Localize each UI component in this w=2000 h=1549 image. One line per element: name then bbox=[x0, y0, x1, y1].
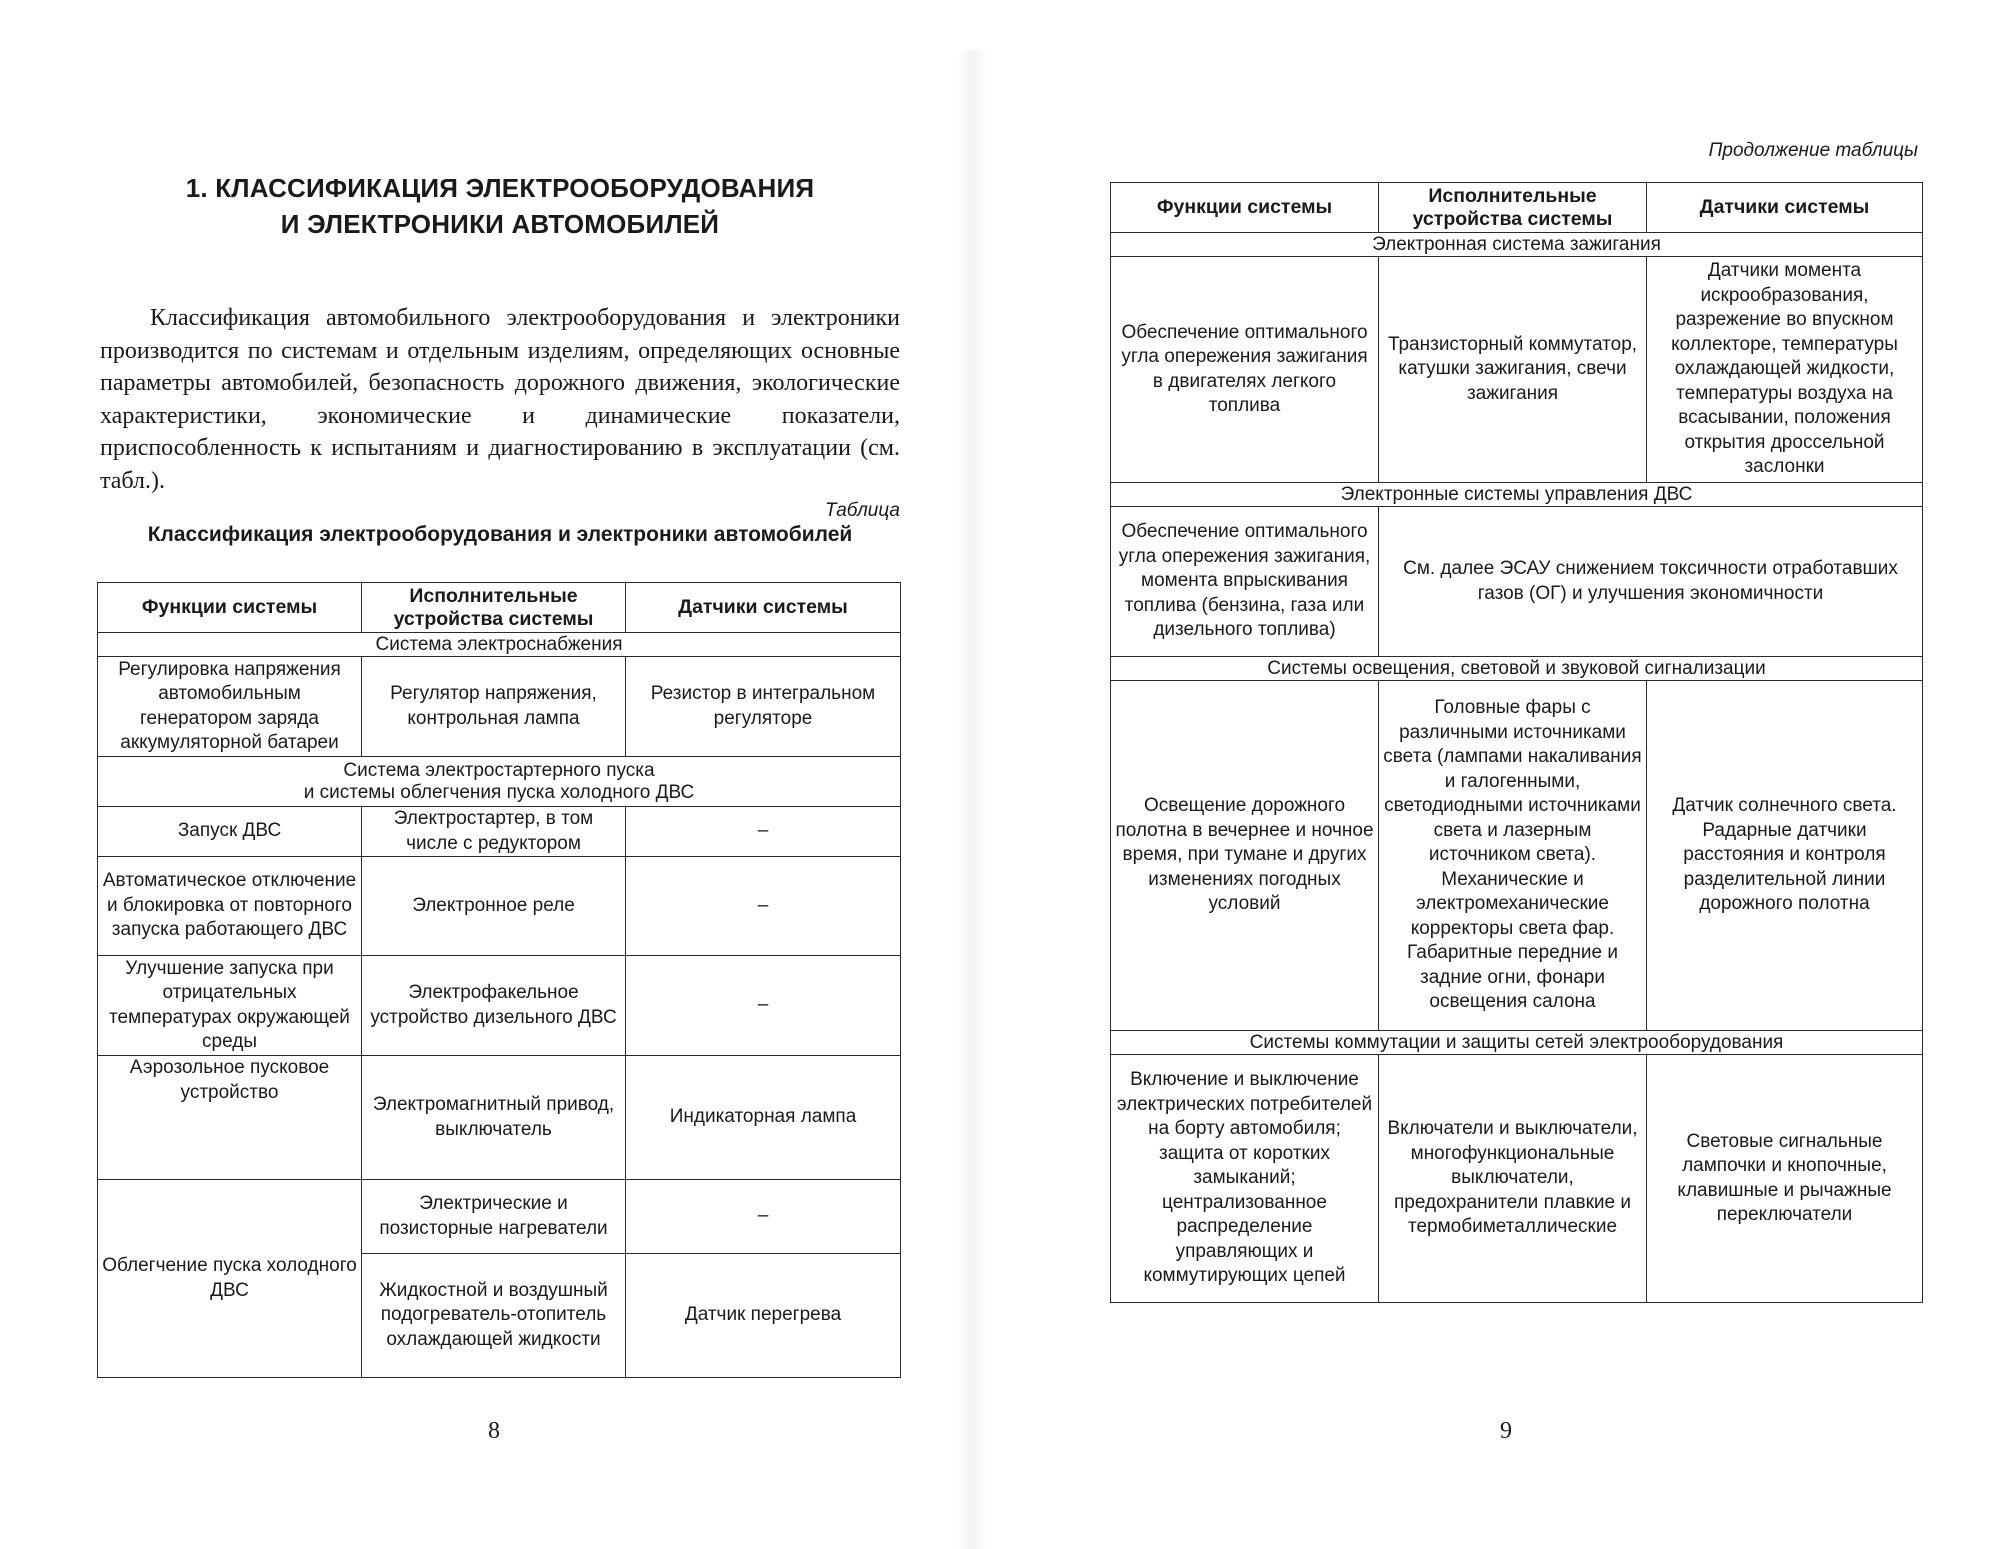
header-sensors: Датчики системы bbox=[626, 583, 901, 633]
cell-function: Освещение дорожного полотна в вечернее и ночное время, при тумане и других изменениях погодных условий bbox=[1111, 681, 1379, 1031]
table-row bbox=[98, 807, 901, 857]
table-row bbox=[98, 1180, 901, 1254]
cell-sensor: Индикаторная лампа bbox=[626, 1056, 901, 1180]
table-caption: Классификация электрооборудования и электроники автомобилей bbox=[147, 523, 853, 546]
cell-function: Включение и выключение электрических потребителей на борту автомобиля; защита от коротких замыканий; централизованное распределение управляющих и коммутирующих цепей bbox=[1111, 1055, 1379, 1303]
header-functions: Функции системы bbox=[98, 583, 362, 633]
cell-actuator: Электрофакельное устройство дизельного ДВС bbox=[362, 956, 626, 1056]
section-lighting: Системы освещения, световой и звуковой сигнализации bbox=[1111, 657, 1923, 681]
table-row bbox=[98, 956, 901, 1056]
cell-function: Обеспечение оптимального угла опережения зажигания, момента впрыскивания топлива (бензина, газа или дизельного топлива) bbox=[1111, 507, 1379, 657]
cell-function: Автоматическое отключение и блокировка от повторного запуска работающего ДВС bbox=[98, 857, 362, 956]
section-starting-line-1: Система электростартерного пуска bbox=[343, 759, 655, 781]
table-row bbox=[1111, 681, 1923, 1031]
table-row bbox=[1111, 507, 1923, 657]
cell-function: Обеспечение оптимального угла опережения зажигания в двигателях легкого топлива bbox=[1111, 257, 1379, 483]
cell-actuator: Электронное реле bbox=[362, 857, 626, 956]
page-number-left: 8 bbox=[488, 1418, 500, 1444]
cell-function: Облегчение пуска холодного ДВС bbox=[98, 1180, 362, 1378]
cell-actuator: Транзисторный коммутатор, катушки зажигания, свечи зажигания bbox=[1379, 257, 1647, 483]
section-starting bbox=[98, 757, 901, 807]
header-functions: Функции системы bbox=[1111, 183, 1379, 233]
cell-sensor: Датчик солнечного света. Радарные датчики расстояния и контроля разделительной линии дорожного полотна bbox=[1647, 681, 1923, 1031]
section-switching: Системы коммутации и защиты сетей электрооборудования bbox=[1111, 1031, 1923, 1055]
cell-actuator: Электрические и позисторные нагреватели bbox=[362, 1180, 626, 1254]
table-row bbox=[1111, 257, 1923, 483]
section-ignition: Электронная система зажигания bbox=[1111, 233, 1923, 257]
header-actuators: Исполнительные устройства системы bbox=[362, 583, 626, 633]
cell-sensor: – bbox=[626, 1180, 901, 1254]
section-engine-control: Электронные системы управления ДВС bbox=[1111, 483, 1923, 507]
section-power-supply: Система электроснабжения bbox=[98, 633, 901, 657]
header-actuators: Исполнительные устройства системы bbox=[1379, 183, 1647, 233]
intro-paragraph: Классификация автомобильного электрооборудования и электроники производится по системам и отдельным изделиям, определяющих основные параметры автомобилей, безопасность дорожного движения, экологические характеристики, экономические и динамические показатели, приспособленность к испытаниям и диагностированию в эксплуатации (см. табл.). bbox=[100, 305, 900, 494]
cell-actuator: Головные фары с различными источниками света (лампами накаливания и галогенными, светодиодными источниками света и лазерным источником света). Механические и электромеханические корректоры света фар. Габаритные передние и задние огни, фонари освещения салона bbox=[1379, 681, 1647, 1031]
chapter-title bbox=[100, 170, 900, 242]
cell-actuator: Жидкостной и воздушный подогреватель-отопитель охлаждающей жидкости bbox=[362, 1254, 626, 1378]
table-label: Таблица bbox=[825, 500, 900, 521]
cell-actuator: Электромагнитный привод, выключатель bbox=[362, 1056, 626, 1180]
cell-sensor: Световые сигнальные лампочки и кнопочные, клавишные и рычажные переключатели bbox=[1647, 1055, 1923, 1303]
cell-function: Запуск ДВС bbox=[98, 807, 362, 857]
classification-table-part-2 bbox=[1110, 182, 1923, 1303]
cell-function: Улучшение запуска при отрицательных температурах окружающей среды bbox=[98, 956, 362, 1056]
book-gutter bbox=[958, 50, 988, 1549]
header-sensors: Датчики системы bbox=[1647, 183, 1923, 233]
section-starting-line-2: и системы облегчения пуска холодного ДВС bbox=[303, 781, 695, 803]
cell-function: Аэрозольное пусковое устройство bbox=[98, 1056, 362, 1180]
cell-sensor: – bbox=[626, 857, 901, 956]
cell-function: Регулировка напряжения автомобильным генератором заряда аккумуляторной батареи bbox=[98, 657, 362, 757]
chapter-title-line-1: 1. КЛАССИФИКАЦИЯ ЭЛЕКТРООБОРУДОВАНИЯ bbox=[185, 173, 815, 203]
cell-actuator: Регулятор напряжения, контрольная лампа bbox=[362, 657, 626, 757]
chapter-title-line-2: И ЭЛЕКТРОНИКИ АВТОМОБИЛЕЙ bbox=[280, 209, 720, 239]
cell-sensor: – bbox=[626, 807, 901, 857]
cell-actuator-sensor: См. далее ЭСАУ снижением токсичности отработавших газов (ОГ) и улучшения экономичности bbox=[1379, 507, 1923, 657]
cell-sensor: – bbox=[626, 956, 901, 1056]
table-row bbox=[98, 857, 901, 956]
page-number-right: 9 bbox=[1500, 1418, 1512, 1444]
table-row bbox=[1111, 1055, 1923, 1303]
cell-actuator: Электростартер, в том числе с редуктором bbox=[362, 807, 626, 857]
cell-sensor: Датчик перегрева bbox=[626, 1254, 901, 1378]
table-row bbox=[98, 1056, 901, 1180]
continuation-label: Продолжение таблицы bbox=[1708, 140, 1918, 161]
table-row bbox=[98, 657, 901, 757]
classification-table-part-1 bbox=[97, 582, 901, 1378]
cell-sensor: Резистор в интегральном регуляторе bbox=[626, 657, 901, 757]
cell-actuator: Включатели и выключатели, многофункциональные выключатели, предохранители плавкие и термобиметаллические bbox=[1379, 1055, 1647, 1303]
cell-sensor: Датчики момента искрообразования, разрежение во впускном коллекторе, температуры охлаждающей жидкости, температуры воздуха на всасывании, положения открытия дроссельной заслонки bbox=[1647, 257, 1923, 483]
